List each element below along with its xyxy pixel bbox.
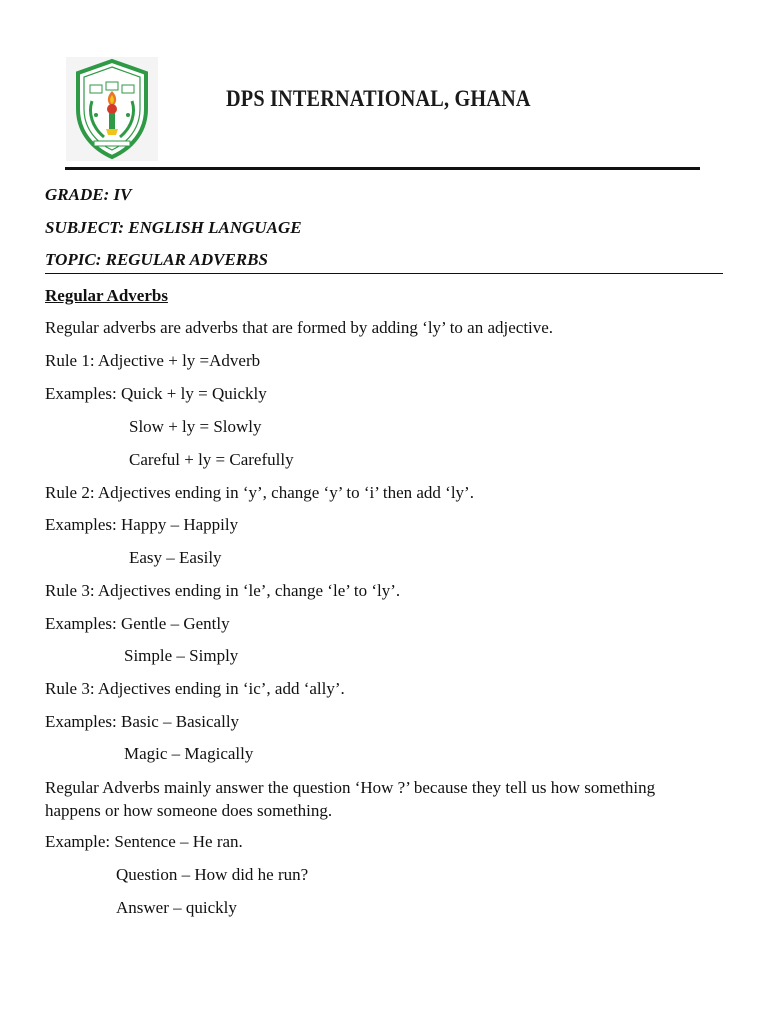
section-heading: Regular Adverbs — [45, 286, 168, 305]
example-sentence: Example: Sentence – He ran. — [45, 832, 243, 851]
rule-1-text: Rule 1: Adjective + ly =Adverb — [45, 351, 261, 370]
school-logo — [66, 57, 158, 161]
grade-label: GRADE: IV — [45, 185, 132, 204]
definition-text: Regular adverbs are adverbs that are formed by adding ‘ly’ to an adjective. — [45, 318, 554, 337]
how-paragraph: Regular Adverbs mainly answer the question ‘How ?’ because they tell us how something happens or how someone does something. — [45, 778, 656, 820]
rule-3-example-1: Examples: Gentle – Gently — [45, 614, 230, 633]
rule-3-text: Rule 3: Adjectives ending in ‘le’, change ‘le’ to ‘ly’. — [45, 581, 401, 600]
rule-2-example-1: Examples: Happy – Happily — [45, 515, 239, 534]
rule-1-example-2: Slow + ly = Slowly — [129, 417, 262, 436]
topic-divider — [45, 273, 723, 274]
subject-label: SUBJECT: ENGLISH LANGUAGE — [45, 218, 302, 237]
school-name: DPS INTERNATIONAL, GHANA — [226, 86, 531, 111]
rule-2-text: Rule 2: Adjectives ending in ‘y’, change ‘y’ to ‘i’ then add ‘ly’. — [45, 483, 474, 502]
rule-4-example-1: Examples: Basic – Basically — [45, 712, 240, 731]
rule-4-text: Rule 3: Adjectives ending in ‘ic’, add ‘ally’. — [45, 679, 345, 698]
school-crest-icon — [66, 57, 158, 161]
rule-4-example-2: Magic – Magically — [124, 744, 254, 763]
rule-3-example-2: Simple – Simply — [124, 646, 239, 665]
header-divider — [65, 167, 700, 170]
example-question: Question – How did he run? — [116, 865, 309, 884]
topic-label: TOPIC: REGULAR ADVERBS — [45, 250, 268, 269]
example-answer: Answer – quickly — [116, 898, 237, 917]
rule-1-example-1: Examples: Quick + ly = Quickly — [45, 384, 267, 403]
rule-2-example-2: Easy – Easily — [129, 548, 222, 567]
rule-1-example-3: Careful + ly = Carefully — [129, 450, 294, 469]
